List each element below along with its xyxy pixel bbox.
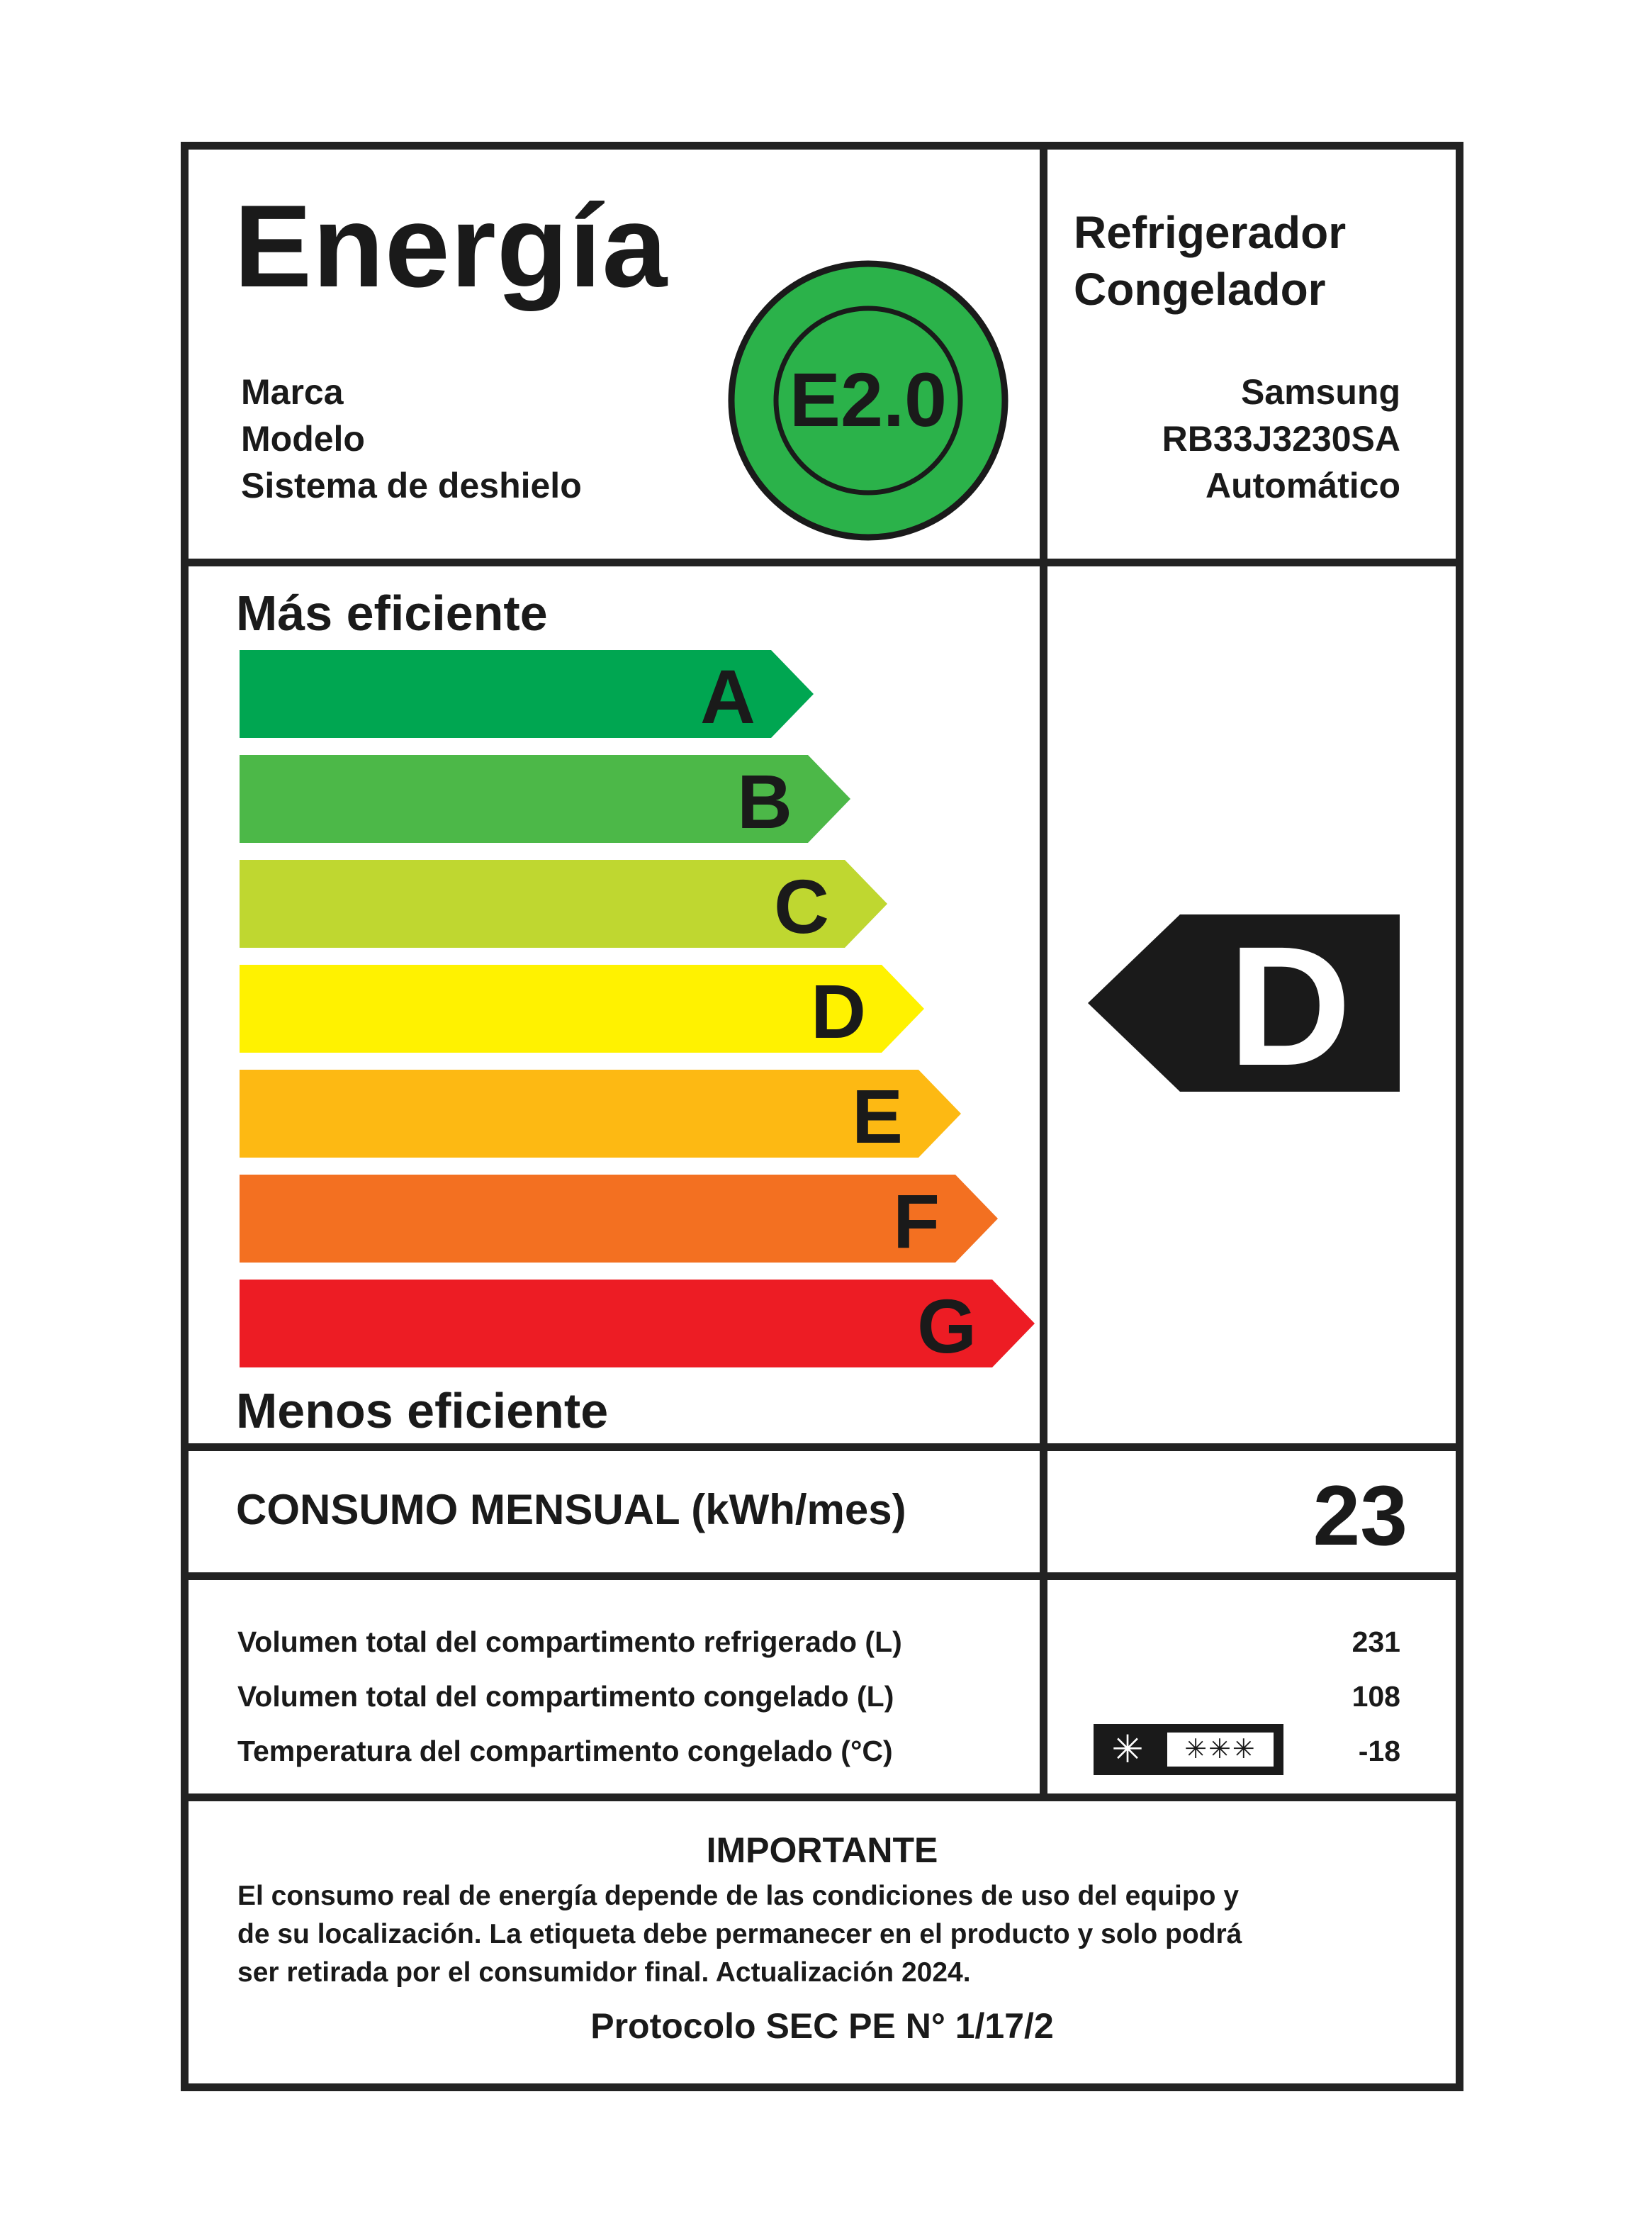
least-efficient-label: Menos eficiente	[236, 1383, 609, 1438]
header-field-labels	[241, 369, 582, 509]
important-heading: IMPORTANTE	[706, 1830, 938, 1870]
three-stars-text: ✳✳✳	[1184, 1735, 1257, 1764]
field-value-marca: Samsung	[1240, 372, 1400, 412]
e2-badge	[726, 259, 1010, 542]
freezer-star-rating	[1094, 1724, 1283, 1775]
important-line-1: El consumo real de energía depende de las condiciones de uso del equipo y	[237, 1881, 1240, 1911]
divider-consumption	[184, 1572, 1460, 1580]
efficiency-bar-letter-f: F	[893, 1178, 940, 1264]
appliance-type	[1074, 204, 1346, 318]
rating-letter: D	[1228, 914, 1352, 1092]
important-note	[237, 1877, 1242, 1992]
spec-label-temperature: Temperatura del compartimento congelado (°C)	[237, 1735, 893, 1767]
snowflake-icon: ✳	[1111, 1728, 1144, 1771]
divider-header	[184, 559, 1460, 566]
efficiency-bar-letter-c: C	[774, 863, 829, 949]
spec-value-temperature: -18	[1358, 1735, 1400, 1767]
spec-label-frozen: Volumen total del compartimento congelado (L)	[237, 1680, 894, 1713]
field-label-modelo: Modelo	[241, 419, 365, 459]
spec-label-refrigerated: Volumen total del compartimento refrigerado (L)	[237, 1625, 902, 1658]
appliance-type-line-1: Refrigerador	[1074, 207, 1347, 258]
appliance-type-line-2: Congelador	[1074, 264, 1326, 315]
field-label-deshielo: Sistema de deshielo	[241, 466, 582, 505]
field-label-marca: Marca	[241, 372, 344, 412]
efficiency-bar-letter-d: D	[811, 968, 866, 1054]
rating-arrow	[1088, 914, 1400, 1092]
consumption-label: CONSUMO MENSUAL (kWh/mes)	[236, 1486, 906, 1533]
label-title: Energía	[234, 181, 668, 311]
spec-value-frozen: 108	[1352, 1680, 1400, 1713]
consumption-value: 23	[1313, 1468, 1407, 1563]
spec-value-refrigerated: 231	[1352, 1625, 1400, 1658]
divider-specs	[184, 1793, 1460, 1801]
efficiency-bar-letter-a: A	[700, 654, 755, 739]
efficiency-bar-letter-e: E	[851, 1073, 903, 1159]
protocol-text: Protocolo SEC PE N° 1/17/2	[590, 2006, 1054, 2046]
important-line-2: de su localización. La etiqueta debe permanecer en el producto y solo podrá	[237, 1919, 1242, 1949]
e2-badge-text: E2.0	[789, 357, 948, 442]
efficiency-bar-letter-b: B	[737, 759, 792, 844]
three-stars-icon	[1167, 1733, 1274, 1767]
field-value-deshielo: Automático	[1206, 466, 1400, 505]
most-efficient-label: Más eficiente	[236, 586, 548, 641]
header-field-values	[1162, 369, 1400, 509]
field-value-modelo: RB33J3230SA	[1162, 419, 1400, 459]
efficiency-bar-letter-g: G	[916, 1283, 977, 1369]
divider-vertical	[1040, 145, 1047, 1797]
divider-efficiency	[184, 1443, 1460, 1451]
important-line-3: ser retirada por el consumidor final. Actualización 2024.	[237, 1957, 971, 1988]
